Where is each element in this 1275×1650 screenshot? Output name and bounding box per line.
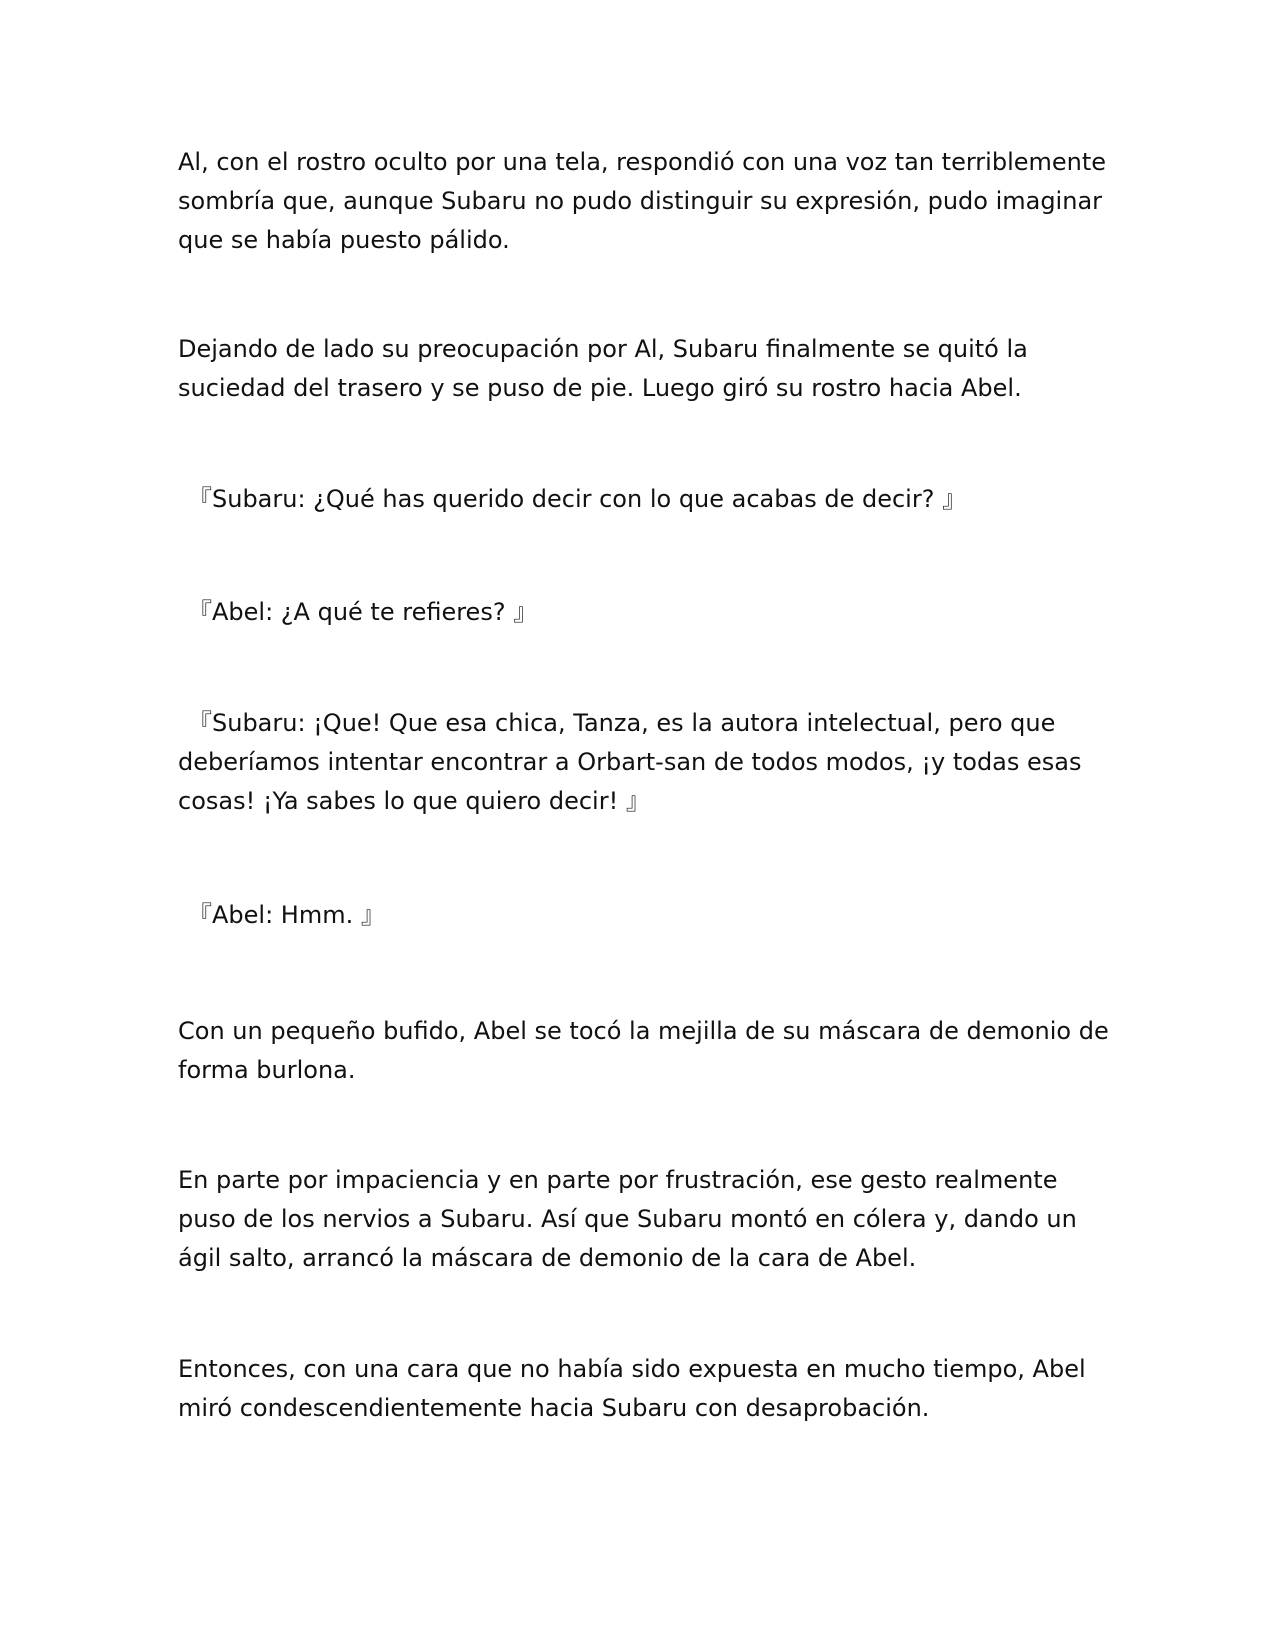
dialogue-subaru-1	[178, 480, 1118, 519]
dialogue-line: 『Subaru: ¡Que! Que esa chica, Tanza, es la autora intelectual, pero que	[188, 709, 1056, 737]
paragraph-line: En parte por impaciencia y en parte por frustración, ese gesto realmente	[178, 1166, 1058, 1194]
dialogue-abel-1	[178, 593, 1118, 632]
dialogue-line: 『Abel: ¿A qué te refieres? 』	[188, 598, 538, 626]
paragraph-4	[178, 1161, 1118, 1278]
paragraph-5	[178, 1350, 1118, 1428]
dialogue-subaru-2	[178, 704, 1118, 821]
paragraph-line: puso de los nervios a Subaru. Así que Subaru montó en cólera y, dando un	[178, 1205, 1077, 1233]
dialogue-line: 『Abel: Hmm. 』	[188, 901, 385, 929]
paragraph-1	[178, 143, 1118, 260]
dialogue-line: deberíamos intentar encontrar a Orbart-san de todos modos, ¡y todas esas	[178, 748, 1082, 776]
paragraph-line: Dejando de lado su preocupación por Al, Subaru finalmente se quitó la	[178, 335, 1028, 363]
dialogue-abel-2	[178, 896, 1118, 935]
paragraph-line: Con un pequeño bufido, Abel se tocó la mejilla de su máscara de demonio de	[178, 1017, 1109, 1045]
dialogue-line: 『Subaru: ¿Qué has querido decir con lo que acabas de decir? 』	[188, 485, 967, 513]
paragraph-line: Entonces, con una cara que no había sido expuesta en mucho tiempo, Abel	[178, 1355, 1086, 1383]
paragraph-2	[178, 330, 1118, 408]
dialogue-line: cosas! ¡Ya sabes lo que quiero decir! 』	[178, 787, 650, 815]
paragraph-line: forma burlona.	[178, 1056, 356, 1084]
paragraph-3	[178, 1012, 1118, 1090]
paragraph-line: ágil salto, arrancó la máscara de demonio de la cara de Abel.	[178, 1244, 917, 1272]
paragraph-line: miró condescendientemente hacia Subaru con desaprobación.	[178, 1394, 930, 1422]
paragraph-line: que se había puesto pálido.	[178, 226, 510, 254]
paragraph-line: suciedad del trasero y se puso de pie. Luego giró su rostro hacia Abel.	[178, 374, 1022, 402]
paragraph-line: sombría que, aunque Subaru no pudo distinguir su expresión, pudo imaginar	[178, 187, 1103, 215]
paragraph-line: Al, con el rostro oculto por una tela, respondió con una voz tan terriblemente	[178, 148, 1107, 176]
